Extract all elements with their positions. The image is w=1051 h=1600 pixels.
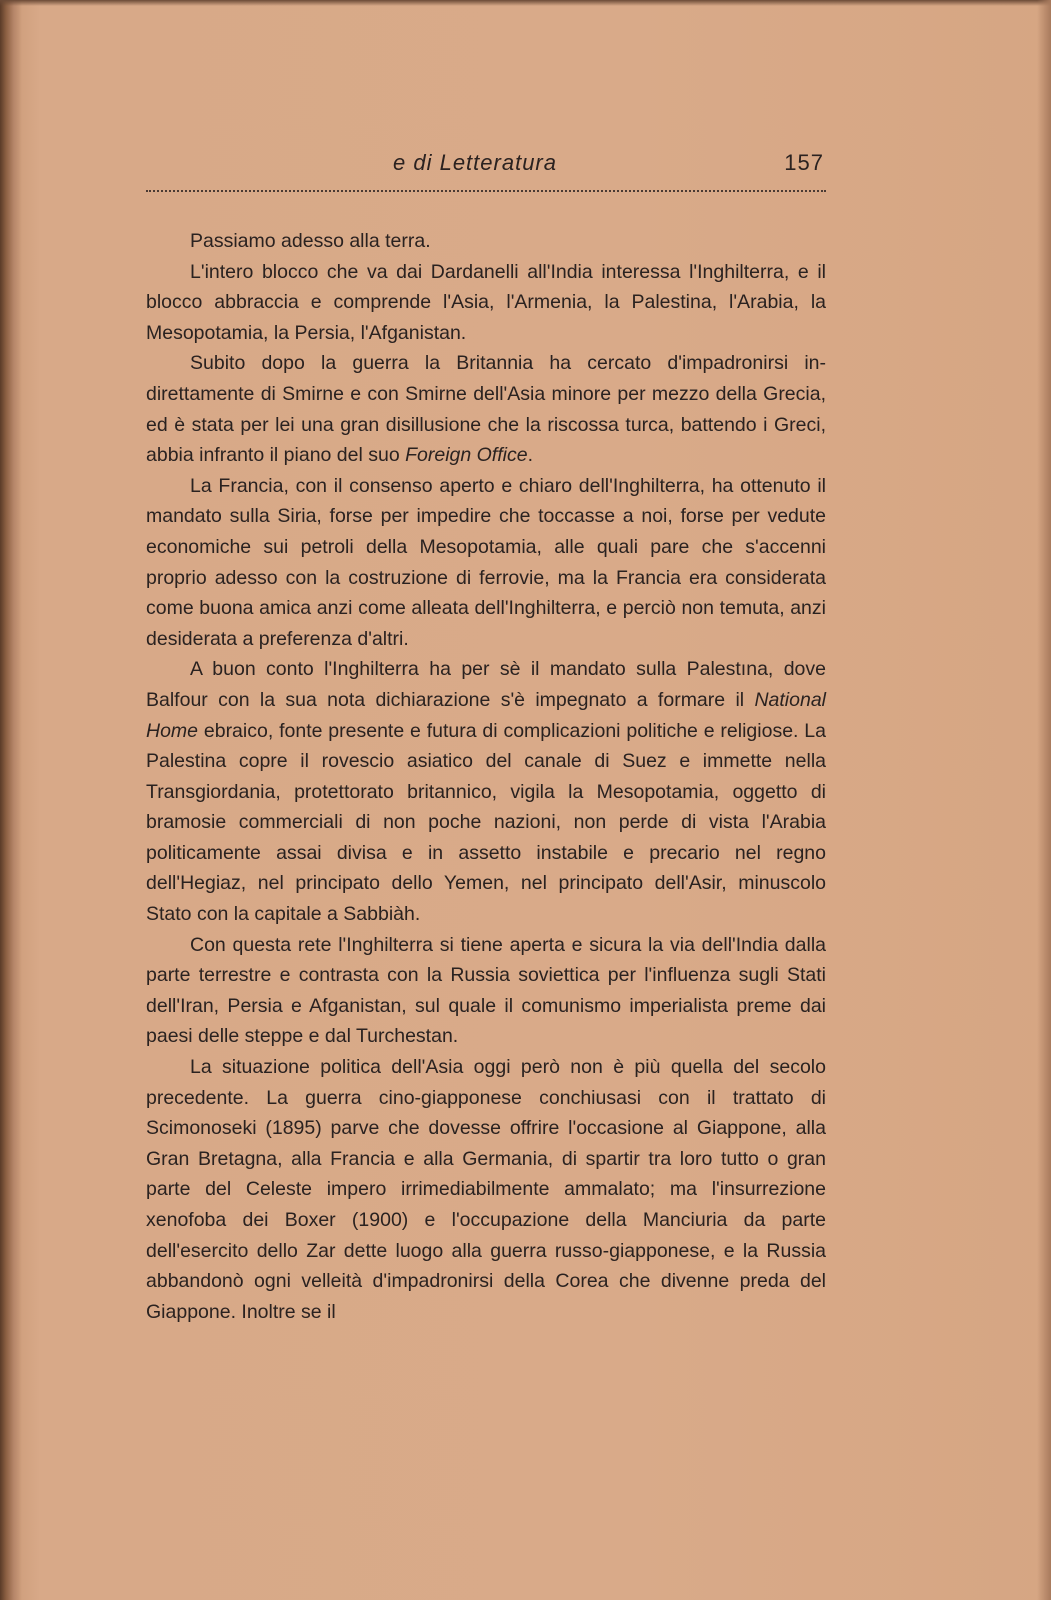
- header-dotted-rule: [146, 190, 826, 192]
- paragraph: [146, 1052, 826, 1327]
- paragraph-text: L'intero blocco che va dai Dardanelli all'India interessa l'Inghilterra, e il blocco abbraccia e comprende l'Asia, l'Armenia, la Palestina, l'Arabia, la Mesopotamia, la Persia, l'Afganistan.: [146, 260, 826, 344]
- paragraph: [146, 930, 826, 1052]
- page-right-edge: [1037, 0, 1051, 1600]
- paragraph-text: Con questa rete l'Inghilterra si tiene aperta e sicura la via dell'India dalla parte terrestre e contrasta con la Russia soviettica per l'influenza sugli Stati dell'Iran, Persia e Afganistan, sul quale il comunismo imperialista preme dai paesi delle steppe e dal Turchestan.: [146, 933, 826, 1048]
- page-number: 157: [784, 150, 824, 175]
- paragraph: [146, 471, 826, 655]
- italic-phrase: National Home: [146, 688, 826, 742]
- running-header: [146, 150, 824, 186]
- italic-phrase: Foreign Office: [405, 444, 528, 467]
- paragraph-text: Passiamo adesso alla terra.: [190, 230, 431, 252]
- paragraph: [146, 226, 826, 257]
- paragraph-text: A buon conto l'Inghilterra ha per sè il mandato sulla Palestına, dove Balfour con la sua nota dichiarazione s'è impegnato a formare il: [146, 658, 826, 711]
- paragraph-text: La situazione politica dell'Asia oggi però non è più quella del secolo precedente. La guerra cino-giapponese conchiusasi con il trattato di Scimonoseki (1895) parve che dovesse offrire l'occasione al Giappone, alla Gran Bretagna, alla Francia e alla Germania, di spartir tra loro tutto o gran parte del Celeste impero irrimediabilmente ammalato; ma l'insurrezione xenofoba dei Boxer (1900) e l'occupazione della Manciuria da parte dell'esercito dello Zar dette luogo alla guerra russo-giapponese, e la Russia abbandonò ogni velleità d'impadronirsi della Corea che divenne preda del Giappone. Inoltre se il: [146, 1056, 826, 1323]
- paragraph: [146, 654, 826, 929]
- paragraph: [146, 348, 826, 470]
- page-binding-edge: [0, 0, 22, 1600]
- running-title: e di Letteratura: [393, 150, 557, 175]
- paragraph-text: .: [527, 444, 533, 467]
- paragraph-text: La Francia, con il consenso aperto e chiaro dell'Inghilterra, ha ottenuto il mandato sulla Siria, forse per impedire che toccasse a noi, forse per vedute economiche sui petroli della Mesopotamia, alle quali pare che s'accenni proprio adesso con la costruzione di ferrovie, ma la Francia era considerata come buona amica anzi come alleata dell'Inghilterra, e perciò non temuta, anzi desiderata a preferenza d'altri.: [146, 474, 826, 650]
- paragraph-text: Subito dopo la guerra la Britannia ha cercato d'impadronirsi indirettamente di Smirne e con Smirne dell'Asia minore per mezzo della Grecia, ed è stata per lei una gran disillusione che la riscossa turca, battendo i Greci, abbia infranto il piano del suo: [146, 352, 826, 467]
- body-text: [146, 226, 826, 1327]
- paragraph-text: ebraico, fonte presente e futura di complicazioni politiche e religiose. La Palestina copre il rovescio asiatico del canale di Suez e immette nella Transgiordania, protettorato britannico, vigila la Mesopotamia, oggetto di bramosie commerciali di non poche nazioni, non perde di vista l'Arabia politicamente assai divisa e in assetto instabile e precario nel regno dell'Hegiaz, nel principato dello Yemen, nel principato dell'Asir, minuscolo Stato con la capitale a Sabbiàh.: [146, 719, 826, 926]
- paragraph: [146, 257, 826, 349]
- page-top-edge: [0, 0, 1051, 6]
